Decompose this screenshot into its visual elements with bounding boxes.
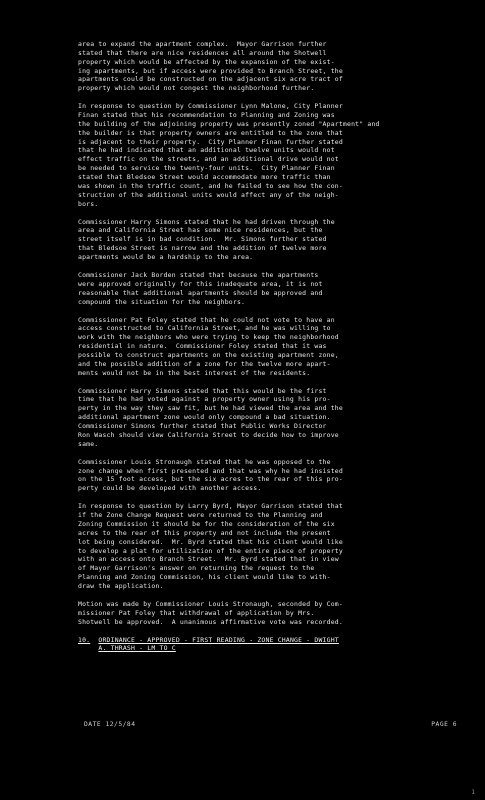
item-title: ORDINANCE - APPROVED - FIRST READING - ZONE CHANGE - DWIGHT [98,635,339,644]
paragraph-motion: Motion was made by Commissioner Louis Stronaugh, seconded by Com- missioner Pat Foley that withdrawal of application by Mrs. Shotwell be approved. A unanimous affirmative vote was recorded. [78,599,343,626]
paragraph-byrd-garrison: In response to question by Larry Byrd, Mayor Garrison stated that if the Zone Change Request were returned to the Planning and Zoning Commission it should be for the consideration of the six acres to the rear of this property and not include the present lot being considered. Mr. Byrd stated that his client would like to develop a plat for utilization of the entire piece of property with an access onto Branch Street. Mr. Byrd stated that in view of Mayor Garrison's answer on returning the request to the Planning and Zoning Commission, his client would like to with- draw the application. [78,502,343,590]
item-heading [78,636,455,645]
item-title-continued: A. THRASH - LM TO C [98,644,176,653]
paragraph-apartment-expansion: area to expand the apartment complex. Mayor Garrison further stated that there are nice residences all around the Shotwell property which would be affected by the expansion of the exist- ing apartments, but if access were provided to Branch Street, the apartments could be constructed on the adjacent six acre tract of property which would not congest the neighborhood further. [78,40,343,93]
corner-mark: 1 [471,789,475,796]
paragraph-borden: Commissioner Jack Borden stated that because the apartments were approved originally for this inadequate area, it is not reasonable that additional apartments should be approved and compound the situation for the neighbors. [78,270,323,306]
footer-page-number: PAGE 6 [431,721,457,728]
page-footer [84,721,457,728]
item-number: 10. [78,635,91,644]
paragraph-stronaugh: Commissioner Louis Stronaugh stated that he was opposed to the zone change when first presented and that was why he had insisted on the 15 foot access, but the six acres to the rear of this pro- perty could be developed with another access. [78,457,343,493]
item-heading-continued [78,644,455,653]
paragraph-foley: Commissioner Pat Foley stated that he could not vote to have an access constructed to California Street, and he was willing to work with the neighbors who were trying to keep the neighborhood residential in nature. Commissioner Foley stated that it was possible to construct apartments on the existing apartment zone, and the possible addition of a zone for the twelve more apart- ments would not be in the best interest of the residents. [78,315,339,377]
paragraph-simons-vote: Commissioner Harry Simons stated that this would be the first time that he had voted against a property owner using his pro- perty in the way they saw fit, but he had viewed the area and the additional apartment zone would only compound a bad situation. Commissioner Simons further stated that Public Works Director Ron Wasch should view California Street to decide how to improve same. [78,386,343,448]
footer-date: DATE 12/5/84 [84,721,136,728]
paragraph-simons-california-street: Commissioner Harry Simons stated that he had driven through the area and California Street has some nice residences, but the street itself is in bad condition. Mr. Simons further stated that Bledsoe Street is narrow and the addition of twelve more apartments would be a hardship to the area. [78,217,335,261]
paragraph-planner-finan: In response to question by Commissioner Lynn Malone, City Planner Finan stated that his recommendation to Planning and Zoning was the building of the adjoining property was presently zoned "Apartment" and the builder is that property owners are entitled to the zone that is adjacent to their property. City Planner Finan further stated that he had indicated that an additional twelve units would not effect traffic on the streets, and an additional drive would not be needed to service the twenty-four units. City Planner Finan stated that Bledsoe Street would accommodate more traffic than was shown in the traffic count, and he failed to see how the con- struction of the additional units would affect any of the neigh- bors. [78,102,380,208]
